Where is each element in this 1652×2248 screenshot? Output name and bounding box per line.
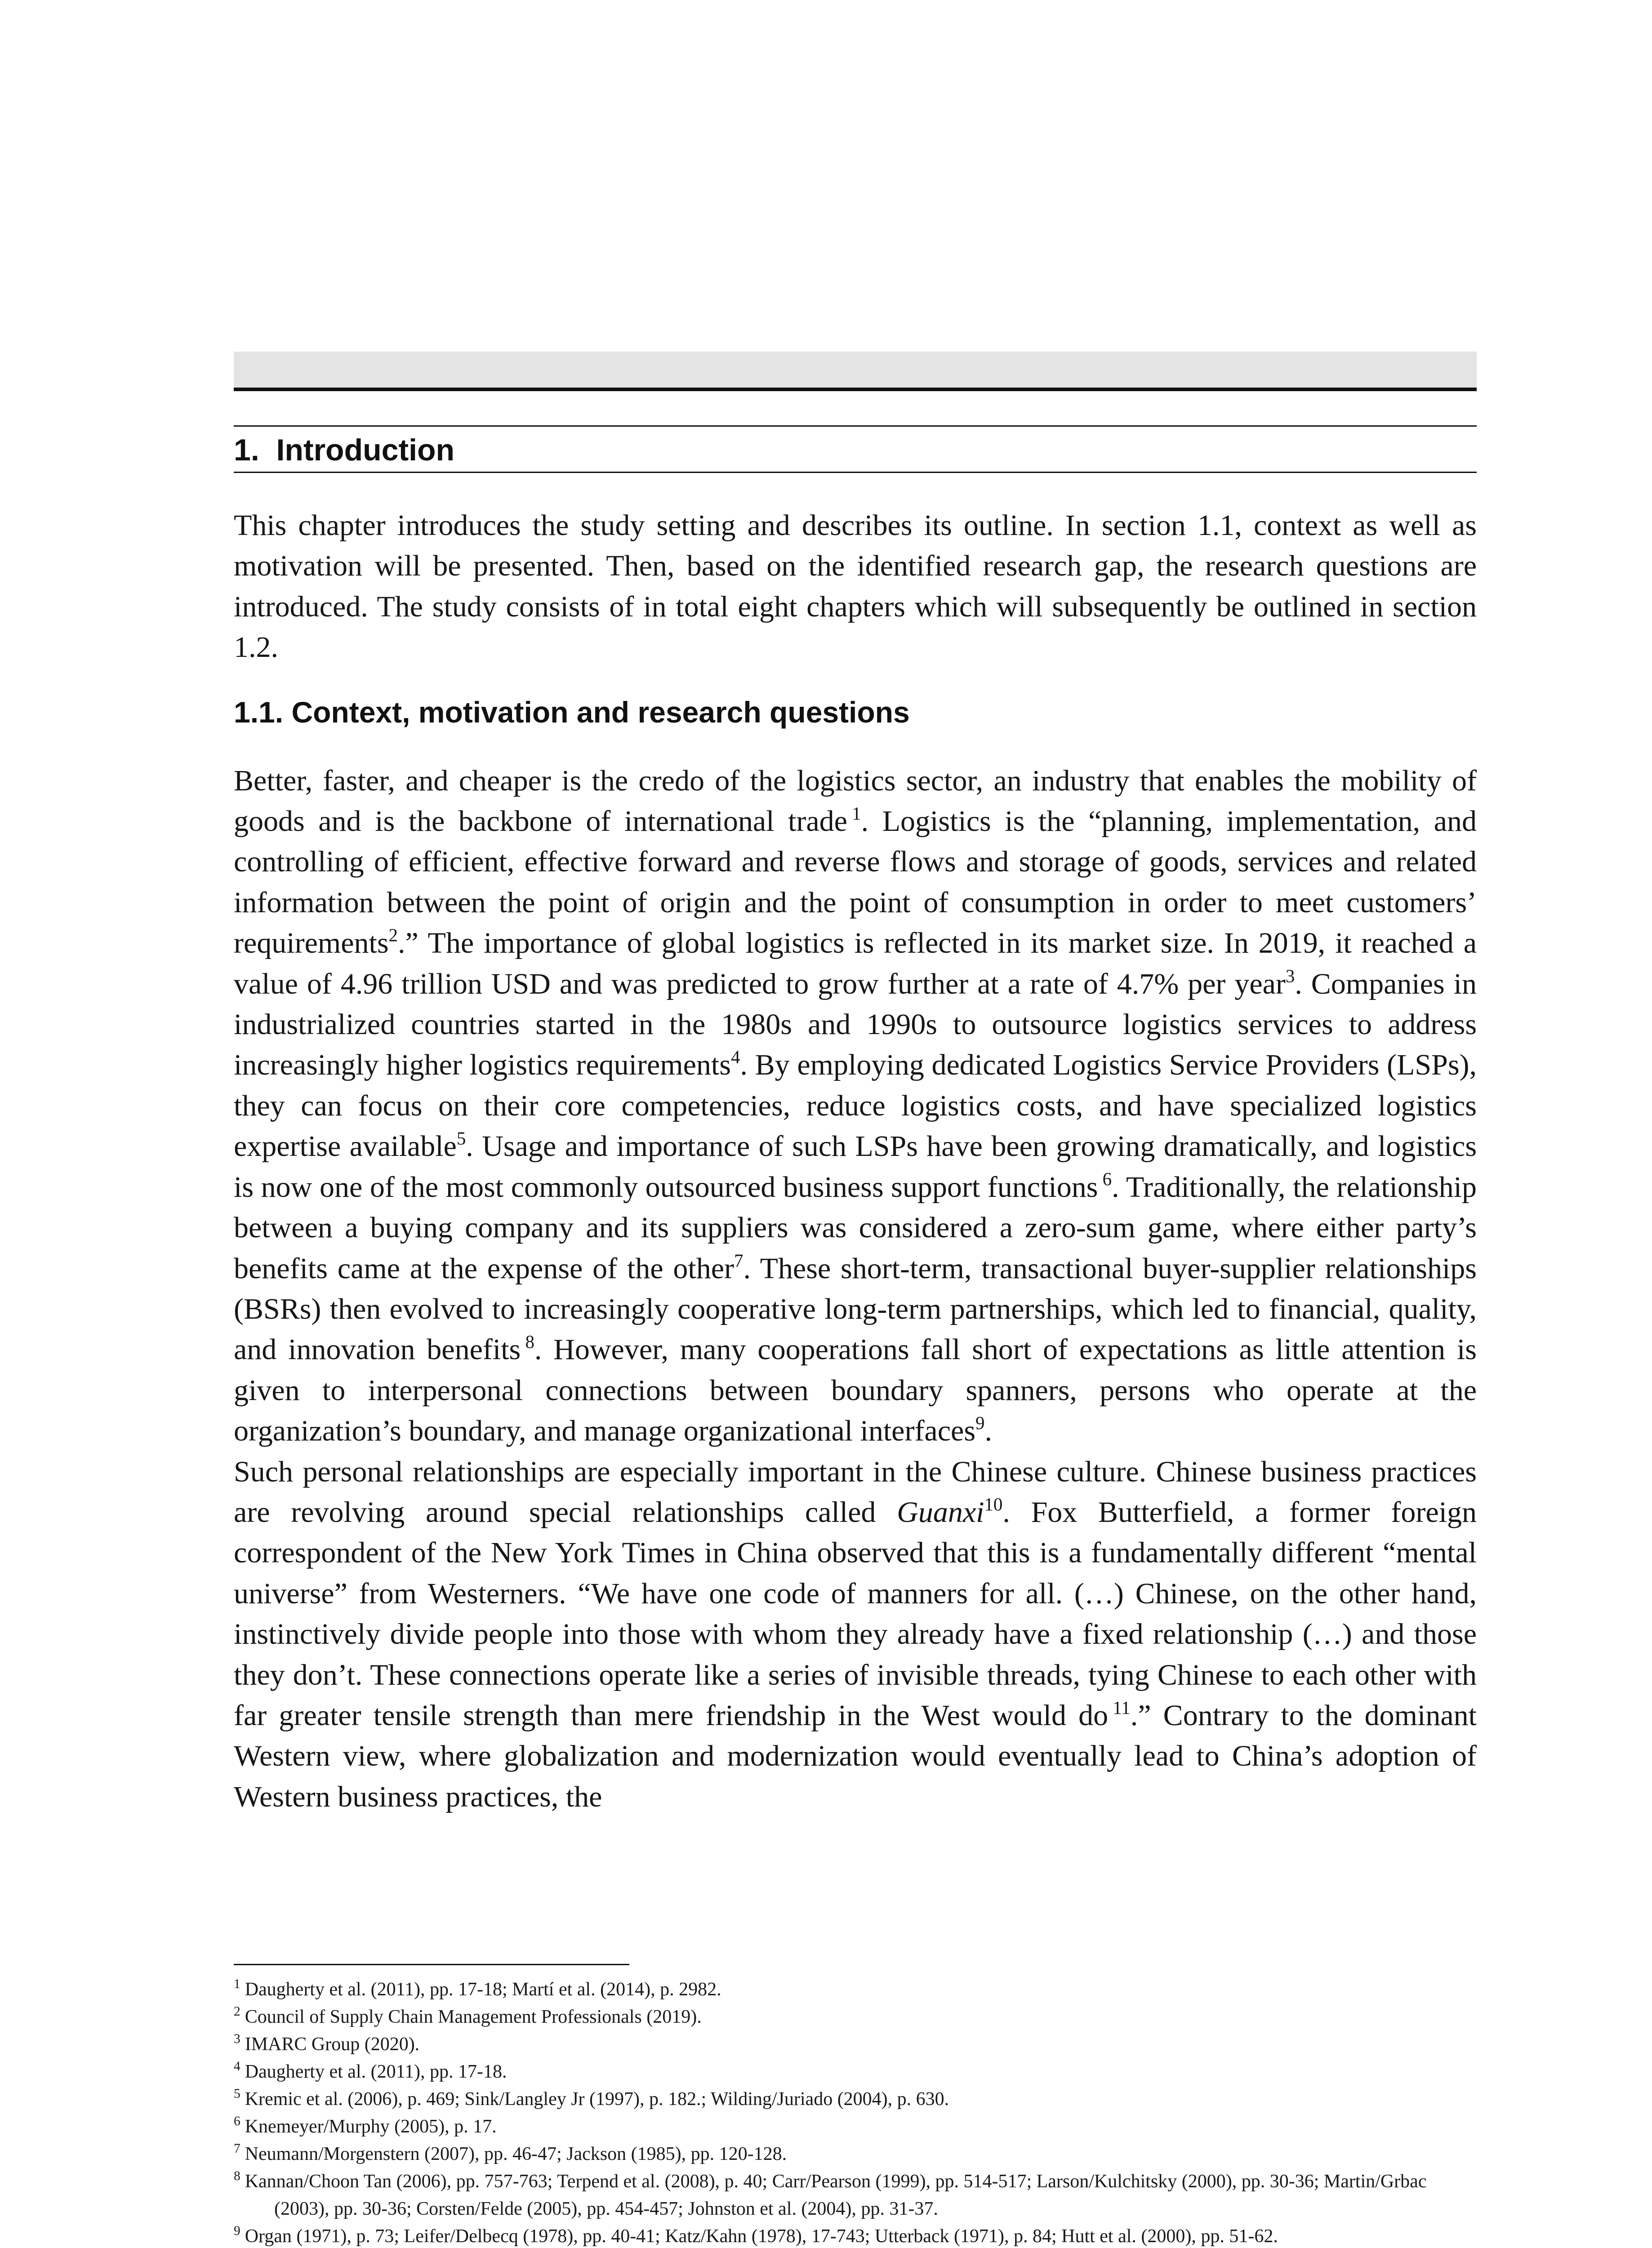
footnote-ref[interactable]: 10 xyxy=(984,1494,1003,1515)
main-content xyxy=(234,352,1477,1817)
footnote-text: Council of Supply Chain Management Professionals (2019). xyxy=(245,2007,702,2027)
text-run: Such personal relationships are especially important in the Chinese culture. Chinese business practices are revolving around special relationships called xyxy=(234,1455,1477,1529)
chapter-number: 1. xyxy=(234,433,259,467)
footnote-text: Kannan/Choon Tan (2006), pp. 757-763; Terpend et al. (2008), p. 40; Carr/Pearson (1999), pp. 514-517; Larson/Kulchitsky (2000), pp. 30-36; Martin/Grbac (2003), pp. 30-36; Corsten/Felde (2005), pp. 454-457; Johnston et al. (2004), pp. 31-37. xyxy=(245,2171,1427,2219)
text-run: . Traditionally, the relationship between a buying company and its suppliers was considered a zero-sum game, where either party’s benefits came at the expense of the other xyxy=(234,1170,1477,1285)
footnote-text: Knemeyer/Murphy (2005), p. 17. xyxy=(245,2116,497,2137)
footnote-item: $^1$ Daugherty et al. (2011), pp. 17-18; Martí et al. (2014), p. 2982. xyxy=(234,1976,721,2000)
guanxi-term: Guanxi xyxy=(897,1495,984,1529)
footnote-item: $^5$ Kremic et al. (2006), p. 469; Sink/Langley Jr (1997), p. 182.; Wilding/Juriado (2004), p. 630. xyxy=(234,2086,949,2110)
footnote-ref[interactable]: 3 xyxy=(1285,966,1295,986)
footnote-text: Kremic et al. (2006), p. 469; Sink/Langley Jr (1997), p. 182.; Wilding/Juriado (2004), p. 630. xyxy=(245,2089,949,2110)
section-number: 1.1. xyxy=(234,695,284,729)
footnote-item: $^3$ IMARC Group (2020). xyxy=(234,2031,420,2055)
guanxi-paragraph xyxy=(234,1452,1477,1818)
context-paragraph xyxy=(234,761,1477,1452)
header-rule xyxy=(234,388,1477,391)
footnote-item: $^7$ Neumann/Morgenstern (2007), pp. 46-47; Jackson (1985), pp. 120-128. xyxy=(234,2141,787,2164)
footnote-text: Neumann/Morgenstern (2007), pp. 46-47; Jackson (1985), pp. 120-128. xyxy=(245,2144,787,2164)
footnote-item: $^4$ Daugherty et al. (2011), pp. 17-18. xyxy=(234,2059,507,2082)
text-run: . However, many cooperations fall short of expectations as little attention is given to interpersonal connections between boundary spanners, persons who operate at the organization’s boundary, and manage organizational interfaces xyxy=(234,1333,1477,1448)
text-run: . Usage and importance of such LSPs have been growing dramatically, and logistics is now one of the most commonly outsourced business support functions xyxy=(234,1130,1477,1204)
footnote-item: $^8$ Kannan/Choon Tan (2006), pp. 757-763; Terpend et al. (2008), p. 40; Carr/Pearson (1999), pp. 514-517; Larson/Kulchitsky (2000), pp. 30-36; Martin/Grbac (2003), pp. 30-36; Corsten/Felde (2005), pp. 454-457; Johnston et al. (2004), pp. 31-37. xyxy=(234,2168,1427,2219)
chapter-heading-rule-bottom xyxy=(234,472,1477,473)
footnote-item: $^9$ Organ (1971), p. 73; Leifer/Delbecq (1978), pp. 40-41; Katz/Kahn (1978), 17-743; Utterback (1971), p. 84; Hutt et al. (2000), pp. 51-62. xyxy=(234,2223,1278,2247)
text-run: . Companies in industrialized countries started in the 1980s and 1990s to outsource logistics services to address increasingly higher logistics requirements xyxy=(234,967,1477,1082)
footnote-ref[interactable]: 1 xyxy=(852,803,861,824)
intro-paragraph: This chapter introduces the study setting and describes its outline. In section 1.1, context as well as motivation will be presented. Then, based on the identified research gap, the research questions are introduced. The study consists of in total eight chapters which will subsequently be outlined in section 1.2. xyxy=(234,509,1477,664)
footnote-ref[interactable]: 9 xyxy=(975,1413,985,1433)
footnote-ref[interactable]: 7 xyxy=(734,1250,744,1271)
footnote-text: Organ (1971), p. 73; Leifer/Delbecq (1978), pp. 40-41; Katz/Kahn (1978), 17-743; Utterback (1971), p. 84; Hutt et al. (2000), pp. 51-62. xyxy=(245,2226,1278,2247)
text-run: . These short-term, transactional buyer-supplier relationships (BSRs) then evolved to increasingly cooperative long-term partnerships, which led to financial, quality, and innovation benefits xyxy=(234,1252,1477,1366)
chapter-heading-rule-top xyxy=(234,425,1477,427)
text-run: .” The importance of global logistics is reflected in its market size. In 2019, it reached a value of 4.96 trillion USD and was predicted to grow further at a rate of 4.7% per year xyxy=(234,927,1477,1000)
text-run: . xyxy=(984,1414,992,1448)
text-run: . Fox Butterfield, a former foreign correspondent of the New York Times in China observed that this is a fundamentally different “mental universe” from Westerners. “We have one code of manners for all. (…) Chinese, on the other hand, instinctively divide people into those with whom they already have a fixed relationship (…) and those they don’t. These connections operate like a series of invisible threads, tying Chinese to each other with far greater tensile strength than mere friendship in the West would do xyxy=(234,1495,1477,1732)
text-run: Better, faster, and cheaper is the credo of the logistics sector, an industry that enables the mobility of goods and is the backbone of international trade xyxy=(234,764,1477,838)
footnote-text: Daugherty et al. (2011), pp. 17-18. xyxy=(245,2061,507,2082)
chapter-heading xyxy=(234,428,1477,472)
footnote-ref[interactable]: 4 xyxy=(730,1047,740,1068)
footnote-text: Daugherty et al. (2011), pp. 17-18; Martí et al. (2014), p. 2982. xyxy=(245,1979,721,2000)
footnote-item: $^6$ Knemeyer/Murphy (2005), p. 17. xyxy=(234,2114,497,2137)
footnote-text: IMARC Group (2020). xyxy=(245,2034,420,2055)
text-run: . Logistics is the “planning, implementation, and controlling of efficient, effective forward and reverse flows and storage of goods, services and related information between the point of origin and the point of consumption in order to meet customers’ requirements xyxy=(234,805,1477,960)
text-run: . By employing dedicated Logistics Service Providers (LSPs), they can focus on their core competencies, reduce logistics costs, and have specialized logistics expertise available xyxy=(234,1048,1477,1163)
footnote-ref[interactable]: 6 xyxy=(1102,1169,1112,1190)
footnote-ref[interactable]: 11 xyxy=(1113,1697,1131,1718)
chapter-title: Introduction xyxy=(276,433,455,467)
footnotes xyxy=(234,1976,1477,2248)
section-title: Context, motivation and research questions xyxy=(291,695,910,729)
footnote-ref[interactable]: 2 xyxy=(388,925,398,946)
footnote-separator xyxy=(234,1964,629,1965)
text-run: .” Contrary to the dominant Western view, where globalization and modernization would eventually lead to China’s adoption of Western business practices, the xyxy=(234,1699,1477,1813)
footnote-ref[interactable]: 8 xyxy=(525,1331,534,1352)
running-header-band xyxy=(234,352,1477,388)
footnote-ref[interactable]: 5 xyxy=(456,1128,466,1149)
section-heading xyxy=(234,692,1477,732)
footnote-item: $^2$ Council of Supply Chain Management Professionals (2019). xyxy=(234,2004,702,2027)
